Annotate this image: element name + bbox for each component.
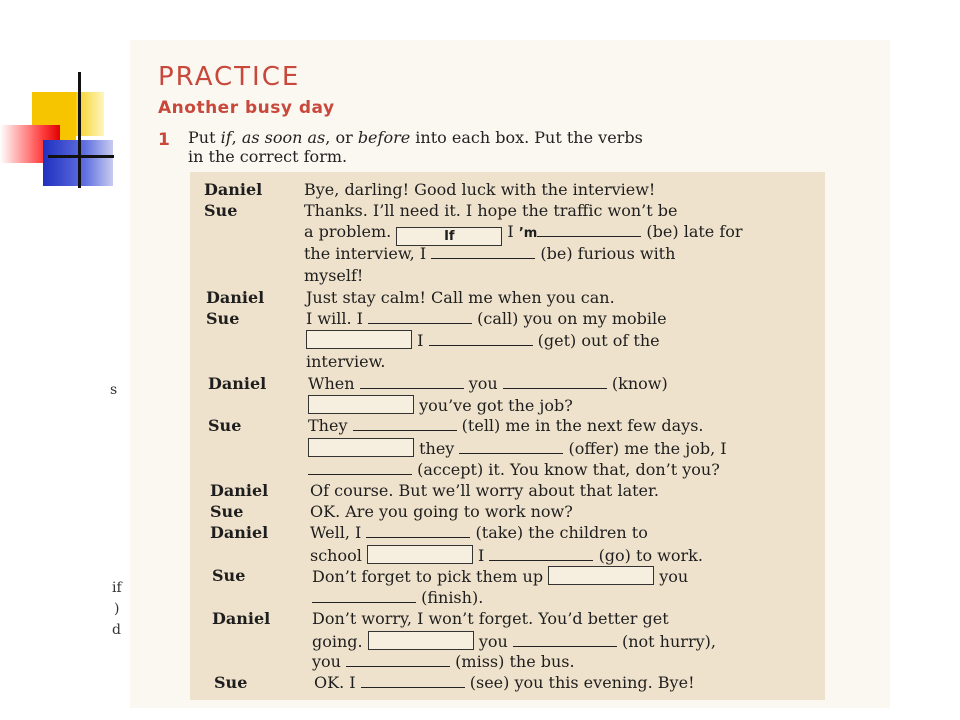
dialogue-text (312, 566, 688, 586)
answer-box[interactable] (368, 631, 474, 650)
page-heading: PRACTICE (158, 62, 301, 92)
text-segment: you (312, 652, 341, 671)
answer-box[interactable] (308, 395, 414, 414)
text-segment: OK. I (314, 673, 356, 692)
text-segment: (miss) the bus. (455, 652, 575, 671)
speaker-name: Daniel (204, 180, 263, 199)
text-segment: (tell) me in the next few days. (461, 416, 704, 435)
decor-horizontal-line (48, 155, 114, 158)
dialogue-text (306, 352, 385, 371)
dialogue-line (190, 374, 825, 396)
text-segment: you (659, 567, 689, 586)
margin-fragment: if (112, 580, 122, 596)
dialogue-text (312, 588, 483, 607)
speaker-name: Daniel (210, 523, 269, 542)
text-segment: Well, I (310, 523, 362, 542)
dialogue-panel (190, 172, 825, 700)
dialogue-line (190, 631, 825, 653)
text-segment: school (310, 546, 362, 565)
text-segment: I (507, 222, 514, 241)
dialogue-text (312, 609, 669, 628)
dialogue-line (190, 652, 825, 674)
dialogue-text (304, 180, 655, 199)
dialogue-text (306, 309, 667, 328)
dialogue-line (190, 438, 825, 460)
answer-blank[interactable] (312, 588, 416, 603)
text-segment: (offer) me the job, I (568, 439, 727, 458)
dialogue-line (190, 609, 825, 631)
answer-blank[interactable] (361, 673, 465, 688)
dialogue-line (190, 244, 825, 266)
dialogue-text (310, 481, 659, 500)
answer-blank[interactable] (353, 416, 457, 431)
text-segment: (be) furious with (540, 244, 676, 263)
speaker-name: Daniel (212, 609, 271, 628)
dialogue-line (190, 352, 825, 374)
text-segment: I will. I (306, 309, 363, 328)
answer-blank[interactable] (489, 546, 593, 561)
text-segment: Just stay calm! Call me when you can. (306, 288, 615, 307)
speaker-name: Daniel (210, 481, 269, 500)
text-segment: I (417, 331, 424, 350)
text-segment: you (468, 374, 498, 393)
text-segment: interview. (306, 352, 386, 371)
answer-blank[interactable] (368, 309, 472, 324)
page-subheading: Another busy day (158, 98, 335, 118)
text-segment: (take) the children to (475, 523, 648, 542)
dialogue-text (312, 631, 716, 651)
exercise-number: 1 (158, 130, 170, 150)
margin-fragment: d (112, 622, 121, 638)
dialogue-line (190, 566, 825, 588)
answer-blank[interactable] (308, 460, 412, 475)
text-segment: myself! (304, 266, 364, 285)
dialogue-text (314, 673, 695, 692)
dialogue-line (190, 502, 825, 524)
text-segment: Don’t forget to pick them up (312, 567, 544, 586)
answer-box[interactable]: If (396, 227, 502, 246)
answer-box[interactable] (306, 330, 412, 349)
text-segment: you’ve got the job? (419, 396, 573, 415)
dialogue-line (190, 545, 825, 567)
text-segment: going. (312, 632, 363, 651)
text-segment: (be) late for (646, 222, 743, 241)
speaker-name: Sue (208, 416, 242, 435)
dialogue-text (306, 330, 660, 350)
text-segment: (get) out of the (537, 331, 660, 350)
text-segment: OK. Are you going to work now? (310, 502, 573, 521)
answer-blank[interactable] (429, 331, 533, 346)
text-segment: (not hurry), (621, 632, 716, 651)
margin-fragment: ) (114, 601, 120, 617)
dialogue-line (190, 523, 825, 545)
dialogue-text (310, 545, 703, 565)
answer-blank[interactable] (459, 439, 563, 454)
dialogue-text (310, 502, 573, 521)
answer-blank[interactable] (503, 374, 607, 389)
dialogue-line (190, 309, 825, 331)
text-segment: the interview, I (304, 244, 427, 263)
decor-vertical-line (78, 72, 81, 188)
text-segment: Thanks. I’ll need it. I hope the traffic won’t be (304, 201, 678, 220)
dialogue-line (190, 201, 825, 223)
answer-blank[interactable] (360, 374, 464, 389)
text-segment: Don’t worry, I won’t forget. You’d better get (312, 609, 669, 628)
dialogue-line (190, 673, 825, 695)
speaker-name: Daniel (206, 288, 265, 307)
text-segment: you (478, 632, 508, 651)
text-segment: (call) you on my mobile (477, 309, 667, 328)
dialogue-line (190, 460, 825, 482)
answer-blank[interactable] (537, 222, 641, 237)
text-segment: I (478, 546, 485, 565)
dialogue-line (190, 288, 825, 310)
dialogue-text (304, 244, 675, 263)
answer-box[interactable] (548, 566, 654, 585)
dialogue-line (190, 330, 825, 352)
answer-blank[interactable] (513, 632, 617, 647)
dialogue-line (190, 180, 825, 202)
speaker-name: Sue (206, 309, 240, 328)
dialogue-text (310, 523, 648, 542)
speaker-name: Sue (214, 673, 248, 692)
dialogue-text (312, 652, 575, 671)
answer-blank[interactable] (431, 244, 535, 259)
exercise-instruction: Put if, as soon as, or before into each box. Put the verbs in the correct form. (188, 128, 643, 166)
text-segment: (go) to work. (598, 546, 703, 565)
text-segment: (know) (611, 374, 668, 393)
text-segment: (accept) it. You know that, don’t you? (417, 460, 720, 479)
answer-box[interactable] (367, 545, 473, 564)
speaker-name: Sue (210, 502, 244, 521)
dialogue-line (190, 266, 825, 288)
text-segment: (finish). (421, 588, 484, 607)
text-segment: They (308, 416, 348, 435)
speaker-name: Daniel (208, 374, 267, 393)
dialogue-text (308, 416, 704, 435)
text-segment: (see) you this evening. Bye! (469, 673, 695, 692)
margin-fragment: s (110, 382, 118, 398)
dialogue-text (308, 395, 573, 415)
dialogue-text (306, 288, 615, 307)
text-segment: Of course. But we’ll worry about that later. (310, 481, 659, 500)
speaker-name: Sue (212, 566, 246, 585)
dialogue-line (190, 588, 825, 610)
dialogue-line (190, 222, 825, 244)
dialogue-text (308, 374, 668, 393)
dialogue-text (304, 266, 363, 285)
dialogue-text (308, 438, 727, 458)
dialogue-line (190, 416, 825, 438)
dialogue-text (308, 460, 720, 479)
speaker-name: Sue (204, 201, 238, 220)
handwritten-answer: ’m (518, 226, 538, 241)
dialogue-text (304, 222, 743, 246)
dialogue-line (190, 481, 825, 503)
answer-blank[interactable] (366, 523, 470, 538)
dialogue-line (190, 395, 825, 417)
dialogue-text (304, 201, 677, 220)
answer-box[interactable] (308, 438, 414, 457)
text-segment: When (308, 374, 355, 393)
answer-blank[interactable] (346, 652, 450, 667)
text-segment: they (419, 439, 455, 458)
text-segment: a problem. (304, 222, 392, 241)
text-segment: Bye, darling! Good luck with the interview! (304, 180, 656, 199)
